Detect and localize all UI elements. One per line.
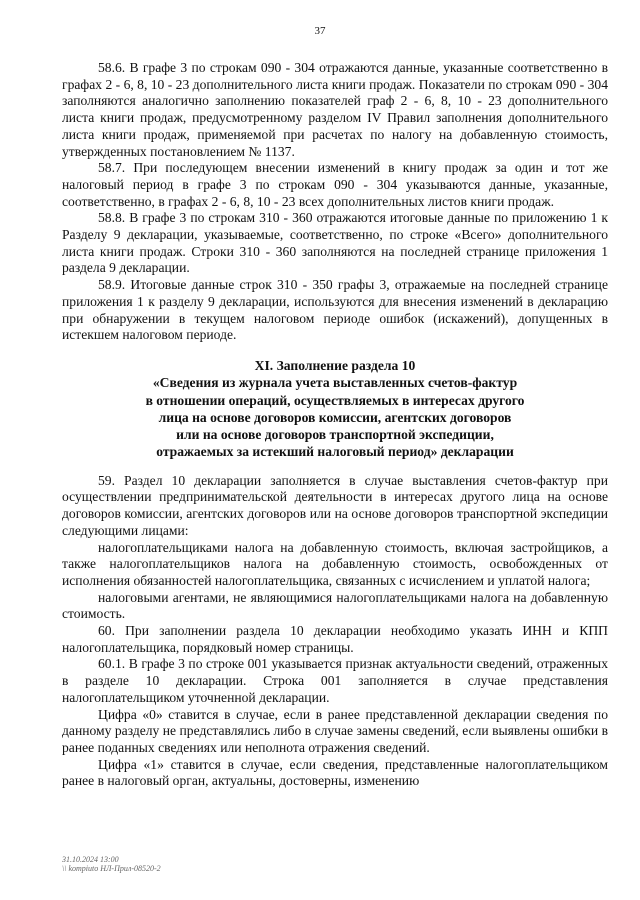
section-title-line: «Сведения из журнала учета выставленных счетов-фактур	[152, 375, 518, 391]
paragraph-59: 59. Раздел 10 декларации заполняется в случае выставления счетов-фактур при осуществлении предпринимательской деятельности в интересах другого лица на основе договоров комиссии, агентских договоров или на основе договоров транспортной экспедиции следующими лицами:	[62, 472, 608, 538]
paragraph-60: 60. При заполнении раздела 10 декларации необходимо указать ИНН и КПП налогоплательщика, порядковый номер страницы.	[62, 623, 608, 655]
footer-file-path: \\ kompiuto НЛ-Прил-08520-2	[62, 864, 161, 873]
paragraph-58-7: 58.7. При последующем внесении изменений в книгу продаж за один и тот же налоговый период в графе 3 по строкам 090 - 304 указываются данные, указанные, соответственно, в графах 2 - 6, 8, 10 - 23 всех дополнительных листов книги продаж.	[62, 160, 608, 209]
paragraph-60-1: 60.1. В графе 3 по строке 001 указывается признак актуальности сведений, отраженных в разделе 10 декларации. Строка 001 заполняется в случае представления налогоплательщиком уточненной декларации.	[62, 656, 608, 705]
footer-timestamp: 31.10.2024 13:00	[62, 855, 119, 864]
list-item-taxpayers: налогоплательщиками налога на добавленную стоимость, включая застройщиков, а также налогоплательщиков налога на добавленную стоимость, освобожденных от исполнения обязанностей налогоплательщика, связанных с исчислением и уплатой налога;	[62, 539, 608, 588]
page-number: 37	[314, 25, 326, 37]
section-title-line: XI. Заполнение раздела 10	[254, 357, 416, 373]
section-title-line: в отношении операций, осуществляемых в интересах другого	[145, 392, 525, 408]
section-title	[62, 357, 608, 461]
section-title-line: или на основе договоров транспортной экспедиции,	[176, 427, 494, 443]
document-footer	[62, 855, 161, 873]
section-title-line: отражаемых за истекший налоговый период» декларации	[156, 444, 514, 460]
paragraph-58-9: 58.9. Итоговые данные строк 310 - 350 графы 3, отражаемые на последней странице приложения 1 к разделу 9 декларации, используются для внесения изменений в декларацию при обнаружении в текущем налоговом периоде ошибок (искажений), допущенных в истекшем налоговом периоде.	[62, 277, 608, 343]
paragraph-58-6: 58.6. В графе 3 по строкам 090 - 304 отражаются данные, указанные соответственно в графах 2 - 6, 8, 10 - 23 дополнительного листа книги продаж. Показатели по строкам 090 - 304 заполняются аналогично заполнению показателей граф 2 - 6, 8, 10 - 23 дополнительного листа книги продаж, предусмотренному разделом IV Правил заполнения дополнительного листа книги продаж, применяемой при расчетах по налогу на добавленную стоимость, утвержденных постановлением № 1137.	[62, 60, 608, 159]
document-body	[62, 60, 608, 790]
list-item-tax-agents: налоговыми агентами, не являющимися налогоплательщиками налога на добавленную стоимость.	[62, 589, 608, 622]
paragraph-58-8: 58.8. В графе 3 по строкам 310 - 360 отражаются итоговые данные по приложению 1 к Разделу 9 декларации, указываемые, соответственно, по строке «Всего» дополнительного листа книги продаж. Строки 310 - 360 заполняются на последней странице приложения 1 раздела 9 декларации.	[62, 210, 608, 276]
section-title-line: лица на основе договоров комиссии, агентских договоров	[158, 409, 512, 425]
paragraph-digit-0: Цифра «0» ставится в случае, если в ранее представленной декларации сведения по данному разделу не представлялись либо в случае замены сведений, если выявлены ошибки в ранее поданных сведениях или неполнота отражения сведений.	[62, 706, 608, 755]
paragraph-digit-1: Цифра «1» ставится в случае, если сведения, представленные налогоплательщиком ранее в налоговый орган, актуальны, достоверны, изменению	[62, 756, 608, 789]
